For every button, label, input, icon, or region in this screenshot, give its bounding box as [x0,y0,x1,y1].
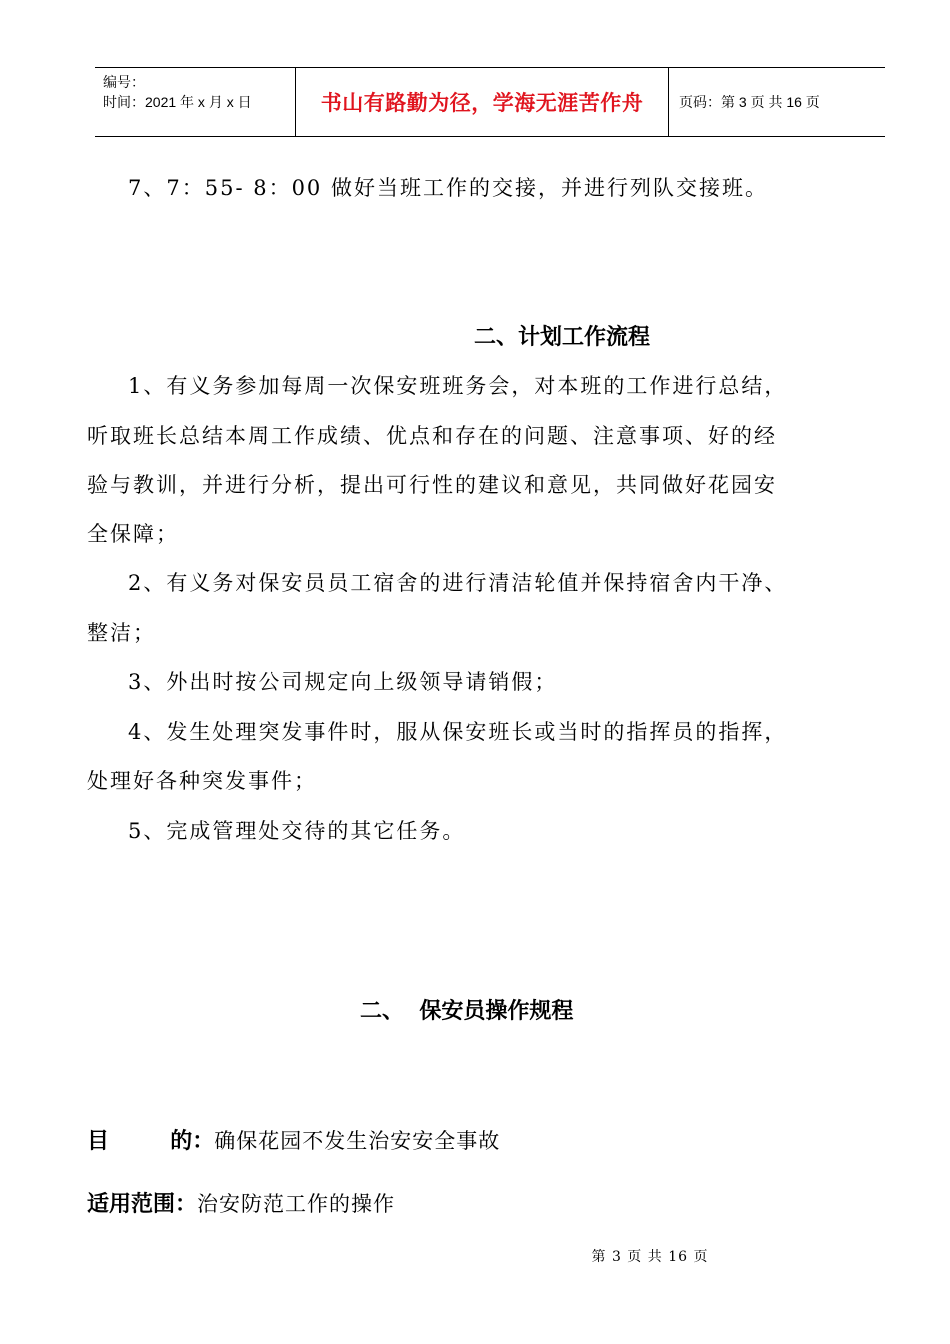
page-info: 页码：第 3 页 共 16 页 [679,94,820,110]
document-header [95,67,885,137]
paragraph-4-line-1: 4、发生处理突发事件时，服从保安班长或当时的指挥员的指挥， [128,720,788,744]
purpose-label: 目 的： [87,1129,215,1154]
scope-label: 适用范围： [87,1192,198,1217]
paragraph-4-line-2: 处理好各种突发事件； [87,769,317,793]
paragraph-1-line-2: 听取班长总结本周工作成绩、优点和存在的问题、注意事项、好的经 [87,424,777,448]
time-label: 时间：2021 年 x 月 x 日 [103,94,252,110]
header-motto-cell [296,68,669,136]
section-title: 二、计划工作流程 [474,325,651,350]
paragraph-5: 5、完成管理处交待的其它任务。 [128,819,466,843]
header-meta-cell [95,68,296,136]
paragraph-1-line-4: 全保障； [87,522,179,546]
item-7: 7、7：55- 8：00 做好当班工作的交接，并进行列队交接班。 [128,176,768,200]
purpose-text: 确保花园不发生治安安全事故 [214,1129,501,1153]
page-footer [0,1246,950,1266]
motto: 书山有路勤为径，学海无涯苦作舟 [320,91,644,115]
paragraph-3: 3、外出时按公司规定向上级领导请销假； [128,670,558,694]
scope-text: 治安防范工作的操作 [197,1192,396,1216]
paragraph-1-line-1: 1、有义务参加每周一次保安班班务会，对本班的工作进行总结， [128,374,788,398]
paragraph-2-line-1: 2、有义务对保安员员工宿舍的进行清洁轮值并保持宿舍内干净、 [128,571,788,595]
paragraph-2-line-2: 整洁； [87,621,156,645]
scope-line [87,1187,395,1218]
paragraph-1-line-3: 验与教训，并进行分析，提出可行性的建议和意见，共同做好花园安 [87,473,777,497]
number-label: 编号： [103,74,145,90]
section-2-title: 二、 保安员操作规程 [360,999,574,1024]
footer-page-number: 第 3 页 共 16 页 [591,1249,709,1265]
purpose-line [87,1124,500,1155]
